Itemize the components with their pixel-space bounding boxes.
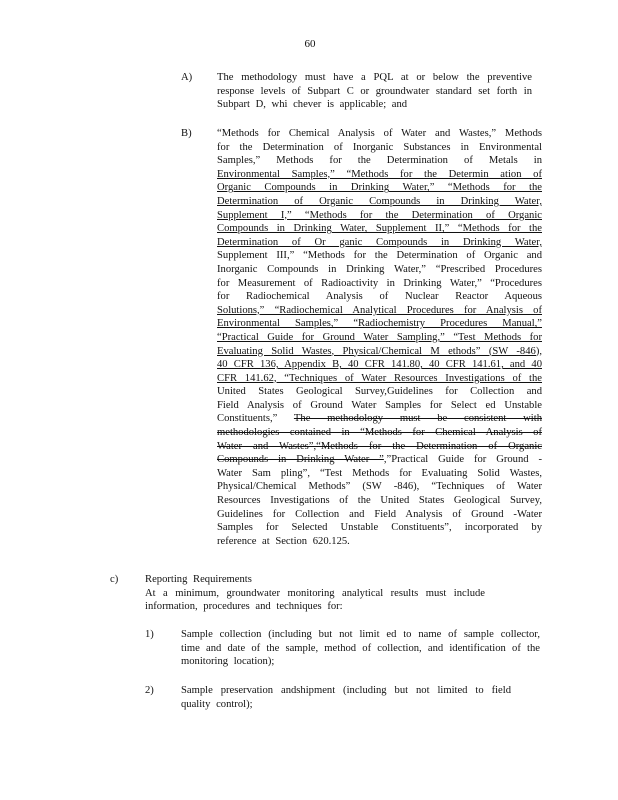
text-segment: Physical/Chemical Methods” (SW -846), “Techniques of Water [217, 481, 542, 493]
item-2-line: Sample preservation andshipment (including but not limited to field [181, 685, 511, 696]
item-b-line [217, 440, 542, 454]
item-b-line [217, 304, 542, 318]
item-a-text [217, 71, 532, 112]
section-c-line: information, procedures and techniques for: [145, 601, 343, 613]
item-a-line: response levels of Subpart C or groundwater standard set forth in [217, 85, 532, 97]
item-b-line [217, 358, 542, 372]
inserted-text: CFR 141.62, “Techniques of Water Resources Investigations of the [217, 372, 542, 384]
item-b-line [217, 181, 542, 195]
item-b-line [217, 263, 542, 277]
text-segment: for the Determination of Inorganic Substances in Environmental [217, 141, 542, 153]
text-segment: for Measurement of Radioactivity in Drinking Water,” “Procedures [217, 277, 542, 289]
item-b-line [217, 521, 542, 535]
item-b-line [217, 195, 542, 209]
item-b-line [217, 331, 542, 345]
item-b-line [217, 385, 542, 399]
text-segment: Field Analysis of Ground Water Samples for Select ed Unstable [217, 399, 542, 411]
inserted-text: Solutions,” “Radiochemical Analytical Procedures for Analysis of [217, 304, 542, 316]
inserted-text: Determination of Organic Compounds in Drinking Water, [217, 195, 542, 207]
text-segment: Samples for Selected Unstable Constituents”, incorporated by [217, 522, 542, 534]
deleted-text: Water and Wastes”,“Methods for the Determination of Organic [217, 440, 542, 452]
text-segment: Resources Investigations of the United States Geological Survey, [217, 495, 542, 507]
item-b-line [217, 372, 542, 386]
item-1-line: monitoring location); [181, 656, 275, 668]
inserted-text: “Practical Guide for Ground Water Sampling,” “Test Methods for [217, 331, 542, 343]
text-segment: Samples,” Methods for the Determination of Metals in [217, 155, 542, 167]
deleted-text: The methodology must be consistent with [293, 413, 542, 425]
item-b-line [217, 453, 542, 467]
item-b-line [217, 345, 542, 359]
page-number: 60 [304, 38, 316, 50]
text-segment: for Radiochemical Analysis of Nuclear Reactor Aqueous [217, 291, 542, 303]
inserted-text: Organic Compounds in Drinking Water,” “Methods for the [217, 182, 542, 194]
text-segment: “Methods for Chemical Analysis of Water and Wastes,” Methods [217, 128, 542, 139]
item-b-line [217, 209, 542, 223]
item-b-line [217, 127, 542, 141]
inserted-text: 40 CFR 136, Appendix B, 40 CFR 141.80, 40 CFR 141.61, and 40 [217, 359, 542, 371]
item-a-label: A) [181, 72, 193, 83]
item-b-text [217, 127, 542, 548]
text-segment: reference at Section 620.125. [217, 535, 350, 547]
item-b-line [217, 494, 542, 508]
item-b-line [217, 508, 542, 522]
item-1-line: time and date of the sample, method of collection, and identification of the [181, 642, 540, 654]
item-b-line [217, 249, 542, 263]
inserted-text: Compounds in Drinking Water, Supplement II,” “Methods for the [217, 223, 542, 235]
item-b-line [217, 236, 542, 250]
text-segment: Water Sam pling”, “Test Methods for Evaluating Solid Wastes, [217, 467, 542, 479]
item-2-line: quality control); [181, 698, 253, 710]
item-b-line [217, 317, 542, 331]
text-segment: United States Geological Survey,Guidelines for Collection and [217, 386, 542, 398]
text-segment: Constituents,” [217, 413, 294, 425]
item-a-line: The methodology must have a PQL at or below the preventive [217, 72, 532, 83]
item-1-line: Sample collection (including but not limit ed to name of sample collector, [181, 629, 540, 640]
item-b-line [217, 141, 542, 155]
inserted-text: Environmental Samples,” “Methods for the Determin ation of [217, 168, 542, 180]
inserted-text: Environmental Samples,” “Radiochemistry Procedures Manual,” [217, 318, 542, 330]
item-b-line [217, 412, 542, 426]
text-segment: Guidelines for Collection and Field Analysis of Ground -Water [217, 508, 542, 520]
item-b-label: B) [181, 128, 192, 139]
inserted-text: Determination of Or ganic Compounds in Drinking Water, [217, 236, 542, 248]
item-b-line [217, 277, 542, 291]
item-2-label: 2) [145, 685, 154, 696]
text-segment: Supplement III,” “Methods for the Determination of Organic and [217, 250, 542, 262]
item-1-label: 1) [145, 629, 154, 640]
item-b-line [217, 154, 542, 168]
item-b-line [217, 426, 542, 440]
section-c-heading: Reporting Requirements [145, 574, 252, 585]
deleted-text: methodologies contained in “Methods for Chemical Analysis of [217, 427, 542, 439]
item-b-line [217, 290, 542, 304]
section-c-line: At a minimum, groundwater monitoring analytical results must include [145, 587, 485, 599]
inserted-text: Supplement I,” “Methods for the Determination of Organic [217, 209, 542, 221]
item-b-line [217, 399, 542, 413]
item-b-line [217, 222, 542, 236]
item-1-text [181, 628, 540, 669]
item-b-line [217, 480, 542, 494]
item-2-text [181, 684, 511, 711]
inserted-text: Evaluating Solid Wastes, Physical/Chemical M ethods” (SW -846), [217, 345, 542, 357]
deleted-text: Compounds in Drinking Water ” [217, 454, 384, 466]
text-segment: Inorganic Compounds in Drinking Water,” “Prescribed Procedures [217, 263, 542, 275]
item-b-line [217, 168, 542, 182]
item-b-line [217, 467, 542, 481]
section-c-text [145, 573, 485, 614]
text-segment: ,”Practical Guide for Ground - [383, 454, 542, 466]
section-c-label: c) [110, 574, 119, 585]
item-b-line [217, 535, 542, 549]
item-a-line: Subpart D, whi chever is applicable; and [217, 99, 408, 111]
